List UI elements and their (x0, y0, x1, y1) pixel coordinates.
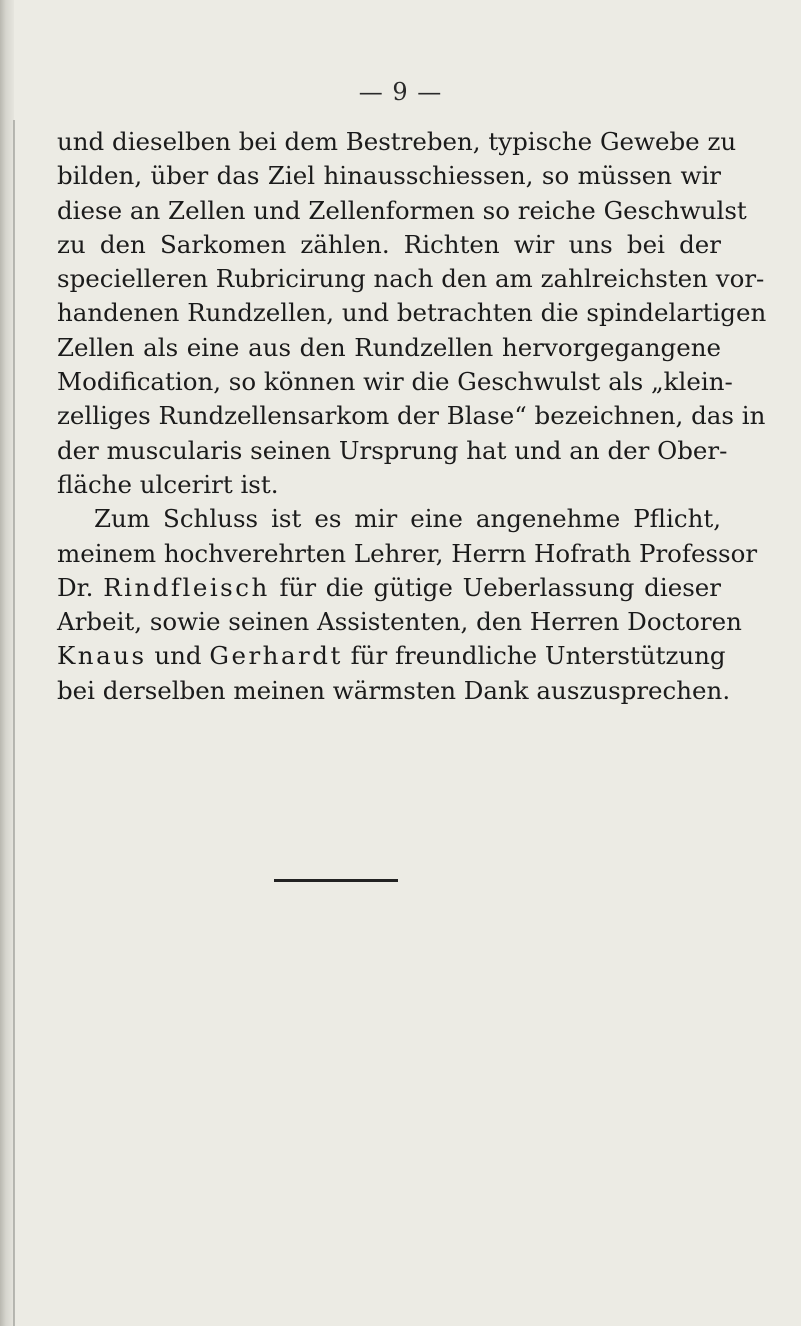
person-name: Knaus (57, 641, 147, 671)
person-name: Gerhardt (209, 641, 343, 671)
text-line (57, 639, 726, 673)
scan-edge-line (13, 120, 15, 1326)
text-line-paragraph-end: fläche ulcerirt ist. (57, 469, 279, 499)
text-line: der muscularis seinen Ursprung hat und an der Ober- (57, 435, 728, 465)
text-line-paragraph-start: Zum Schluss ist es mir eine angenehme Pflicht, (94, 504, 721, 534)
body-text (57, 125, 767, 708)
text-fragment: für die gütige Ueberlassung dieser (279, 572, 721, 602)
text-line: bilden, über das Ziel hinausschiessen, so müssen wir (57, 161, 721, 191)
text-line: Modification, so können wir die Geschwulst als „klein- (57, 367, 733, 397)
text-line-final: bei derselben meinen wärmsten Dank auszusprechen. (57, 675, 731, 705)
text-line: zelliges Rundzellensarkom der Blase“ bezeichnen, das in (57, 401, 766, 431)
text-line: specielleren Rubricirung nach den am zahlreichsten vor- (57, 264, 765, 294)
text-line: meinem hochverehrten Lehrer, Herrn Hofrath Professor (57, 538, 758, 568)
scan-edge-shadow (0, 0, 14, 1326)
text-fragment: für freundliche Unterstützung (350, 641, 726, 671)
text-line: zu den Sarkomen zählen. Richten wir uns bei der (57, 229, 721, 259)
text-line: und dieselben bei dem Bestreben, typische Gewebe zu (57, 127, 737, 156)
text-fragment: und (154, 641, 202, 671)
text-line: Arbeit, sowie seinen Assistenten, den Herren Doctoren (57, 607, 742, 637)
title-text: Dr. (57, 572, 94, 602)
person-name: Rindfleisch (103, 572, 270, 602)
page-number: — 9 — (358, 78, 443, 106)
text-line: diese an Zellen und Zellenformen so reiche Geschwulst (57, 195, 747, 225)
end-rule-divider (274, 879, 398, 882)
text-line: Zellen als eine aus den Rundzellen hervorgegangene (57, 332, 721, 362)
text-line (57, 571, 721, 605)
text-line: handenen Rundzellen, und betrachten die spindelartigen (57, 298, 767, 328)
